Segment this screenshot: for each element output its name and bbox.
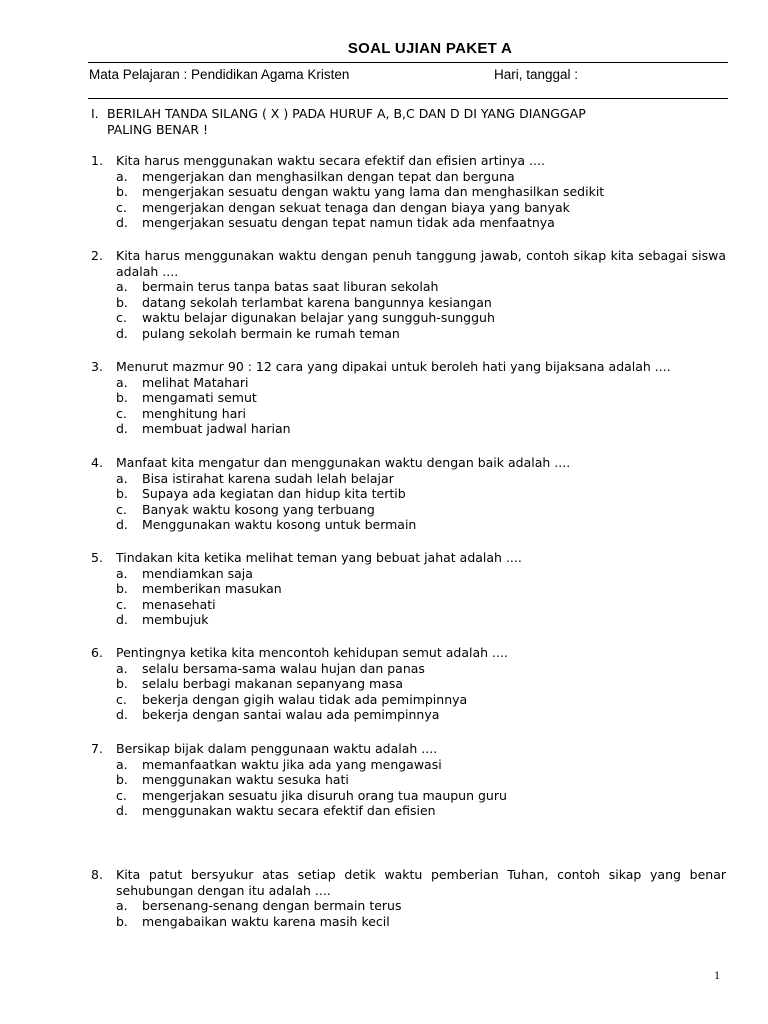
- option-text: menggunakan waktu secara efektif dan efisien: [142, 803, 436, 819]
- option-letter: a.: [116, 470, 128, 486]
- option-text: memberikan masukan: [142, 581, 282, 597]
- option-d: [91, 803, 731, 819]
- header-top-rule: [88, 62, 728, 63]
- question-3: [91, 359, 731, 437]
- option-letter: c.: [116, 199, 127, 215]
- option-d: [91, 707, 731, 723]
- option-letter: b.: [116, 581, 128, 597]
- option-a: [91, 279, 731, 295]
- option-letter: c.: [116, 691, 127, 707]
- option-text: Menggunakan waktu kosong untuk bermain: [142, 517, 417, 533]
- question-number: 5.: [91, 550, 103, 565]
- page-title: SOAL UJIAN PAKET A: [347, 40, 513, 57]
- option-letter: b.: [116, 390, 128, 406]
- option-text: datang sekolah terlambat karena bangunnya kesiangan: [142, 294, 492, 310]
- option-c: [91, 692, 731, 708]
- option-text: membuat jadwal harian: [142, 421, 291, 437]
- subject-field: Mata Pelajaran : Pendidikan Agama Kristen: [89, 67, 350, 82]
- question-text: Manfaat kita mengatur dan menggunakan waktu dengan baik adalah ....: [116, 455, 571, 470]
- question-1: [91, 153, 731, 231]
- option-text: mendiamkan saja: [142, 565, 253, 581]
- question-number: 4.: [91, 455, 103, 470]
- question-text: Kita harus menggunakan waktu secara efektif dan efisien artinya ....: [116, 153, 545, 168]
- option-text: pulang sekolah bermain ke rumah teman: [142, 325, 400, 341]
- page-number: 1: [714, 968, 720, 982]
- option-text: mengerjakan dan menghasilkan dengan tepat dan berguna: [142, 168, 515, 184]
- option-b: [91, 486, 731, 502]
- option-a: [91, 375, 731, 391]
- option-text: mengabaikan waktu karena masih kecil: [142, 913, 390, 929]
- question-2: [91, 248, 731, 342]
- question-number: 2.: [91, 248, 103, 263]
- option-b: [91, 581, 731, 597]
- option-letter: d.: [116, 517, 128, 533]
- option-text: Supaya ada kegiatan dan hidup kita tertib: [142, 486, 406, 502]
- option-letter: d.: [116, 325, 128, 341]
- option-c: [91, 406, 731, 422]
- option-text: mengamati semut: [142, 390, 257, 406]
- question-6: [91, 645, 731, 723]
- option-b: [91, 772, 731, 788]
- option-c: [91, 502, 731, 518]
- question-number: 7.: [91, 741, 103, 756]
- option-c: [91, 788, 731, 804]
- option-letter: a.: [116, 279, 128, 295]
- option-text: bermain terus tanpa batas saat liburan sekolah: [142, 279, 439, 295]
- section-instruction: [91, 106, 691, 138]
- option-letter: d.: [116, 421, 128, 437]
- option-letter: a.: [116, 374, 128, 390]
- question-text: Menurut mazmur 90 : 12 cara yang dipakai untuk beroleh hati yang bijaksana adalah ....: [116, 359, 671, 374]
- question-8: [91, 867, 731, 929]
- option-d: [91, 421, 731, 437]
- option-letter: a.: [116, 660, 128, 676]
- option-a: [91, 661, 731, 677]
- option-text: menasehati: [142, 596, 216, 612]
- option-text: Banyak waktu kosong yang terbuang: [142, 501, 375, 517]
- option-text: mengerjakan sesuatu dengan tepat namun tidak ada menfaatnya: [142, 215, 555, 231]
- option-b: [91, 914, 731, 930]
- question-text: Kita harus menggunakan waktu dengan penuh tanggung jawab, contoh sikap kita sebagai siswa adalah ....: [116, 248, 726, 279]
- question-number: 6.: [91, 645, 103, 660]
- option-text: bekerja dengan santai walau ada pemimpinnya: [142, 707, 440, 723]
- option-text: waktu belajar digunakan belajar yang sungguh-sungguh: [142, 310, 495, 326]
- question-text: Pentingnya ketika kita mencontoh kehidupan semut adalah ....: [116, 645, 508, 660]
- option-b: [91, 184, 731, 200]
- question-4: [91, 455, 731, 533]
- option-text: melihat Matahari: [142, 374, 249, 390]
- option-letter: b.: [116, 676, 128, 692]
- option-text: menggunakan waktu sesuka hati: [142, 772, 349, 788]
- option-c: [91, 200, 731, 216]
- option-letter: b.: [116, 486, 128, 502]
- option-letter: d.: [116, 215, 128, 231]
- option-text: selalu bersama-sama walau hujan dan panas: [142, 660, 425, 676]
- option-letter: a.: [116, 756, 128, 772]
- instruction-line-2: PALING BENAR !: [107, 122, 208, 137]
- option-text: mengerjakan sesuatu jika disuruh orang tua maupun guru: [142, 787, 507, 803]
- option-letter: a.: [116, 898, 128, 914]
- option-b: [91, 295, 731, 311]
- question-7: [91, 741, 731, 819]
- option-c: [91, 310, 731, 326]
- option-letter: d.: [116, 707, 128, 723]
- option-text: Bisa istirahat karena sudah lelah belajar: [142, 470, 394, 486]
- option-a: [91, 898, 731, 914]
- option-letter: b.: [116, 184, 128, 200]
- option-text: memanfaatkan waktu jika ada yang mengawasi: [142, 756, 442, 772]
- option-letter: c.: [116, 787, 127, 803]
- option-letter: c.: [116, 405, 127, 421]
- option-a: [91, 757, 731, 773]
- question-number: 8.: [91, 867, 103, 882]
- option-a: [91, 169, 731, 185]
- question-text: Kita patut bersyukur atas setiap detik waktu pemberian Tuhan, contoh sikap yang benar sehubungan dengan itu adalah ....: [116, 867, 726, 898]
- question-5: [91, 550, 731, 628]
- option-letter: d.: [116, 803, 128, 819]
- option-text: menghitung hari: [142, 405, 246, 421]
- option-d: [91, 215, 731, 231]
- option-text: bersenang-senang dengan bermain terus: [142, 898, 402, 914]
- option-text: selalu berbagi makanan sepanyang masa: [142, 676, 404, 692]
- option-a: [91, 471, 731, 487]
- question-number: 3.: [91, 359, 103, 374]
- option-a: [91, 566, 731, 582]
- option-letter: b.: [116, 913, 128, 929]
- option-d: [91, 612, 731, 628]
- option-text: mengerjakan sesuatu dengan waktu yang lama dan menghasilkan sedikit: [142, 184, 605, 200]
- section-number: I.: [91, 106, 99, 121]
- option-b: [91, 390, 731, 406]
- option-d: [91, 326, 731, 342]
- header-bottom-rule: [88, 98, 728, 99]
- option-letter: b.: [116, 294, 128, 310]
- option-c: [91, 597, 731, 613]
- option-text: bekerja dengan gigih walau tidak ada pemimpinnya: [142, 691, 468, 707]
- question-text: Tindakan kita ketika melihat teman yang bebuat jahat adalah ....: [116, 550, 522, 565]
- option-letter: c.: [116, 310, 127, 326]
- date-field: Hari, tanggal :: [494, 67, 579, 82]
- instruction-line-1: BERILAH TANDA SILANG ( X ) PADA HURUF A, B,C DAN D DI YANG DIANGGAP: [107, 106, 586, 121]
- option-text: mengerjakan dengan sekuat tenaga dan dengan biaya yang banyak: [142, 199, 570, 215]
- option-letter: b.: [116, 772, 128, 788]
- question-number: 1.: [91, 153, 103, 168]
- option-b: [91, 676, 731, 692]
- option-text: membujuk: [142, 612, 209, 628]
- option-letter: d.: [116, 612, 128, 628]
- option-letter: c.: [116, 501, 127, 517]
- option-letter: c.: [116, 596, 127, 612]
- option-letter: a.: [116, 565, 128, 581]
- option-d: [91, 517, 731, 533]
- question-text: Bersikap bijak dalam penggunaan waktu adalah ....: [116, 741, 438, 756]
- option-letter: a.: [116, 168, 128, 184]
